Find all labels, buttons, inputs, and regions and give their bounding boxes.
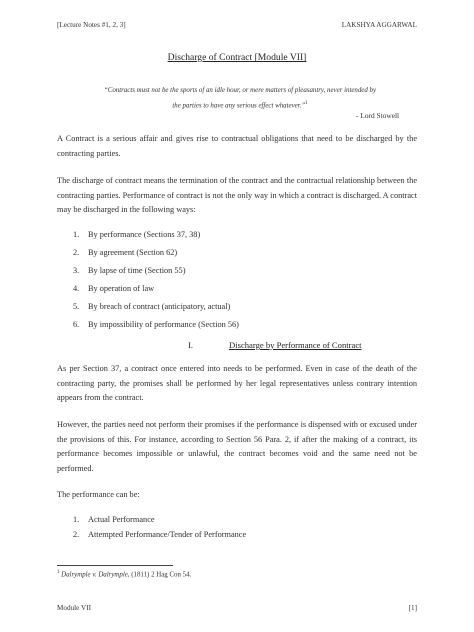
- list-item: [73, 248, 177, 257]
- list-text: By operation of law: [88, 284, 155, 293]
- section-title: Discharge by Performance of Contract: [229, 340, 362, 350]
- list-item: [73, 515, 155, 524]
- section-paragraph-2: However, the parties need not perform their promises if the performance is dispensed with or excused under the provisions of this. For instance, according to Section 56 Para. 2, if after the making of a contract, its performance becomes impossible or unlawful, the contract becomes void and the same need not be performed.: [57, 420, 417, 473]
- footnote-marker: 1: [57, 570, 60, 575]
- epigraph-quote: [90, 85, 390, 112]
- list-number: 1.: [73, 230, 80, 239]
- footnote-separator: [57, 565, 173, 566]
- list-text: By breach of contract (anticipatory, actual): [88, 302, 231, 311]
- quote-line-2: [90, 98, 390, 113]
- footnote-ref: 1: [305, 100, 308, 106]
- section-paragraph-1: As per Section 37, a contract once entered into needs to be performed. Even in case of the death of the contracting party, the promises shall be performed by her legal representatives unless contrary intention appears from the contract.: [57, 364, 417, 403]
- list-item: [73, 530, 246, 539]
- list-number: 4.: [73, 284, 80, 293]
- list-text: By performance (Sections 37, 38): [88, 230, 201, 239]
- list-number: 5.: [73, 302, 80, 311]
- list-item: [73, 230, 200, 239]
- header-right: LAKSHYA AGGARWAL: [341, 21, 417, 29]
- list-text: By lapse of time (Section 55): [88, 266, 186, 275]
- list-number: 1.: [73, 515, 80, 524]
- page-number: [1]: [408, 604, 417, 612]
- quote-attribution: - Lord Stowell: [356, 111, 400, 120]
- footnote: [57, 570, 191, 578]
- header-left: [Lecture Notes #1, 2, 3]: [57, 21, 126, 29]
- footnote-case: Dalrymple v. Dalrymple: [61, 571, 128, 579]
- list-number: 2.: [73, 248, 80, 257]
- list-text: Attempted Performance/Tender of Performance: [88, 530, 247, 539]
- performance-intro: The performance can be:: [57, 490, 140, 499]
- page-title: Discharge of Contract [Module VII]: [167, 52, 307, 63]
- intro-paragraph: A Contract is a serious affair and gives rise to contractual obligations that need to be discharged by the contracting parties.: [57, 134, 417, 158]
- list-item: [73, 302, 230, 311]
- list-number: 2.: [73, 530, 80, 539]
- footer-left: Module VII: [57, 604, 92, 612]
- quote-line-2-text: the parties to have any serious effect whatever.”: [172, 101, 306, 109]
- list-text: By agreement (Section 62): [88, 248, 178, 257]
- section-number: I.: [188, 340, 194, 350]
- discharge-paragraph: The discharge of contract means the termination of the contract and the contractual relationship between the contracting parties. Performance of contract is not the only way in which a contract is discharged. A contract may be discharged in the following ways:: [57, 176, 417, 215]
- quote-line-1: “Contracts must not be the sports of an idle hour, or mere matters of pleasantry, never intended by: [103, 87, 377, 94]
- footnote-citation: , (1811) 2 Hag Con 54.: [127, 571, 192, 579]
- list-item: [73, 266, 185, 275]
- list-item: [73, 284, 154, 293]
- list-number: 6.: [73, 320, 80, 329]
- list-item: [73, 320, 239, 329]
- list-number: 3.: [73, 266, 80, 275]
- list-text: By impossibility of performance (Section 56): [88, 320, 239, 329]
- list-text: Actual Performance: [88, 515, 155, 524]
